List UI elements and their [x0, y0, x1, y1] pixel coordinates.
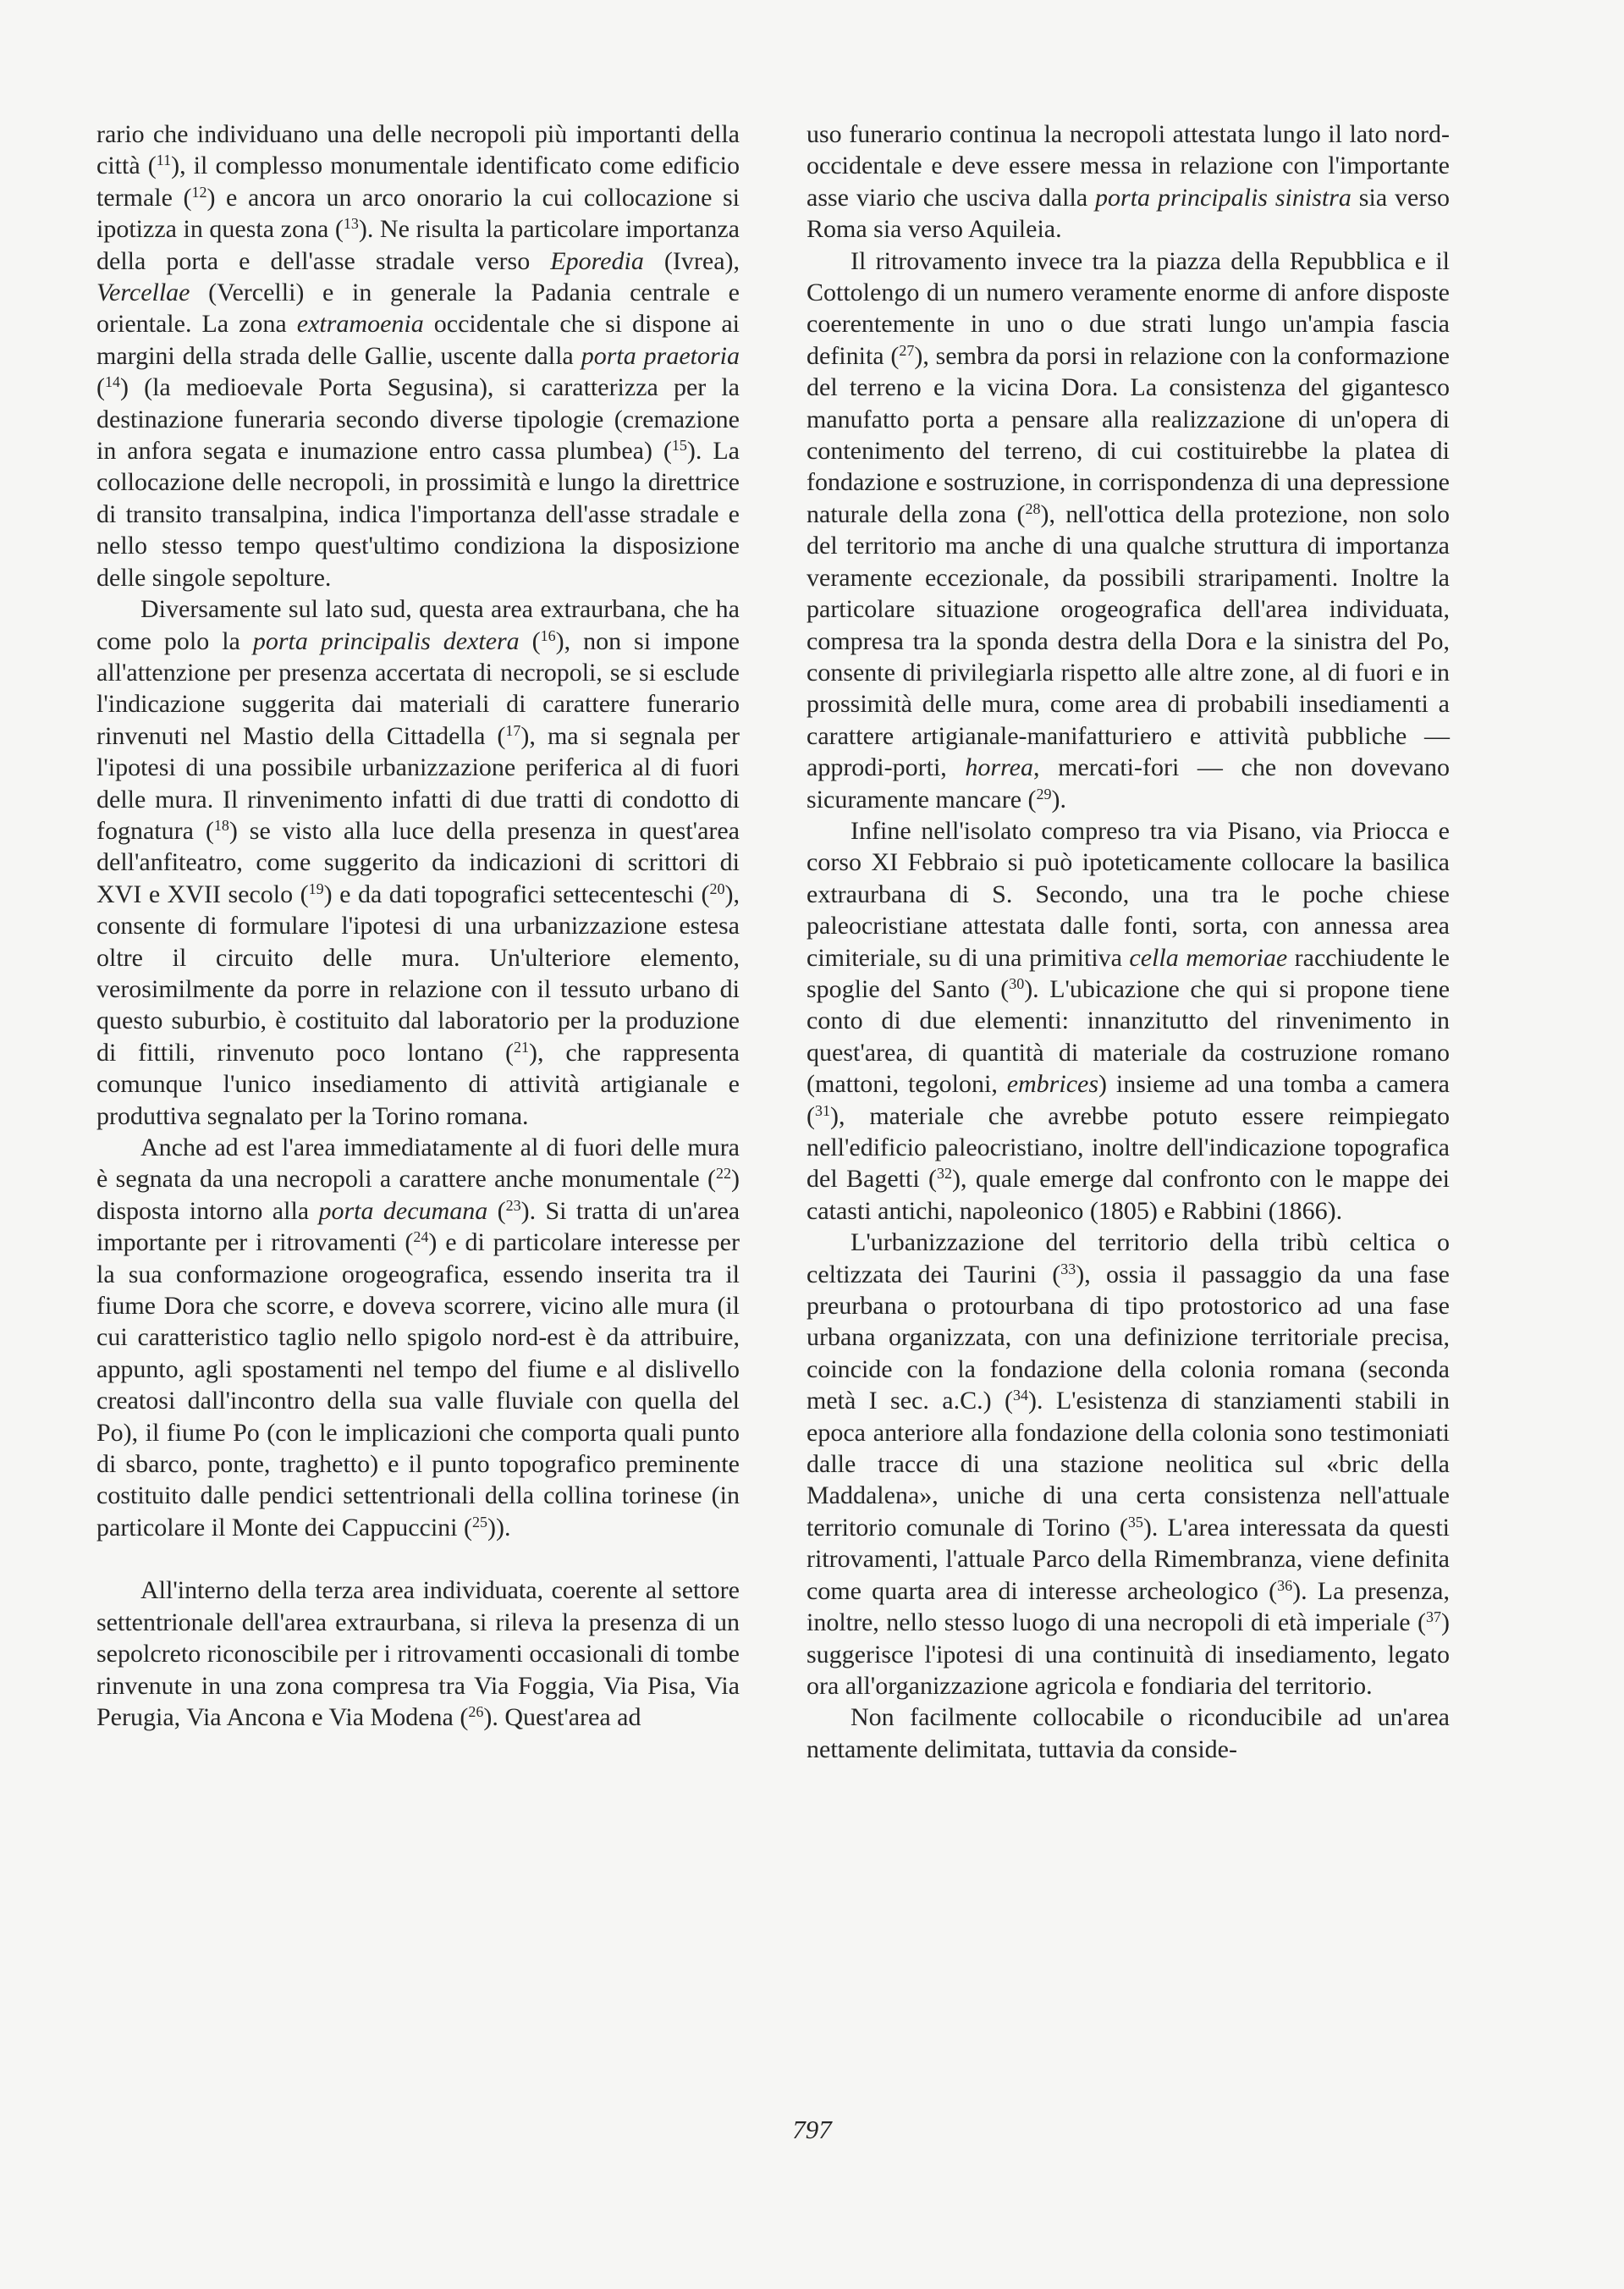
footnote-ref: 27 — [899, 341, 915, 359]
text-run: rario che individuano una delle necropoli più importanti della città ( — [96, 120, 740, 180]
text-run: Non facilmente collocabile o riconducibile ad un'area nettamente delimitata, tuttavia da conside- — [806, 1703, 1450, 1763]
text-run: uso funerario continua la necropoli attestata lungo il lato nord-occidentale e deve essere messa in relazione con l'importante asse viario che usciva dalla — [806, 120, 1450, 212]
italic-term: porta decumana — [318, 1196, 488, 1225]
left-column — [96, 119, 740, 1733]
text-run: ( — [96, 373, 105, 402]
right-column — [806, 119, 1450, 1765]
footnote-ref: 34 — [1012, 1387, 1028, 1404]
footnote-ref: 18 — [213, 817, 229, 835]
footnote-ref: 15 — [671, 437, 687, 455]
text-run: , mercati-fori — che non dovevano sicuramente mancare ( — [806, 753, 1450, 814]
text-run: ), non si impone all'attenzione per presenza accertata di necropoli, se si esclude l'indicazione suggerita dai materiali di carattere funerario rinvenuti nel Mastio della Cittadella ( — [96, 626, 740, 750]
footnote-ref: 29 — [1036, 785, 1052, 803]
paragraph — [96, 593, 740, 1132]
footnote-ref: 17 — [505, 721, 521, 739]
italic-term: embrices — [1006, 1070, 1098, 1099]
paragraph — [96, 1575, 740, 1733]
footnote-ref: 11 — [156, 152, 172, 169]
text-run: )). — [487, 1513, 511, 1542]
footnote-ref: 14 — [105, 373, 120, 391]
page-number: 797 — [792, 2115, 832, 2144]
text-run: ), che rappresenta comunque l'unico insediamento di attività artigianale e produttiva segnalato per la Torino romana. — [96, 1038, 740, 1130]
text-run: ( — [519, 626, 541, 655]
text-run: All'interno della terza area individuata, coerente al settore settentrionale dell'area extraurbana, si rileva la presenza di un sepolcreto riconoscibile per i ritrovamenti occasionali di tombe rinvenute in una zona compresa tra Via Foggia, Via Pisa, Via Perugia, Via Ancona e Via Modena ( — [96, 1576, 740, 1731]
footnote-ref: 37 — [1426, 1608, 1441, 1626]
text-run: ). La presenza, inoltre, nello stesso luogo di una necropoli di età imperiale ( — [806, 1576, 1450, 1637]
footnote-ref: 30 — [1009, 975, 1025, 993]
text-run: ), quale emerge dal confronto con le mappe dei catasti antichi, napoleonico (1805) e Rabbini (1866). — [806, 1165, 1450, 1225]
text-run: ). Quest'area ad — [483, 1702, 641, 1731]
paragraph — [806, 119, 1450, 245]
footnote-ref: 32 — [937, 1165, 953, 1183]
footnote-ref: 35 — [1127, 1513, 1143, 1531]
paragraph — [96, 119, 740, 593]
text-run: occidentale che si dispone ai margini della strada delle Gallie, uscente dalla — [96, 310, 740, 370]
footnote-ref: 31 — [815, 1101, 830, 1119]
italic-term: porta principalis sinistra — [1095, 183, 1351, 212]
italic-term: extramoenia — [296, 310, 424, 339]
text-run: ). La collocazione delle necropoli, in prossimità e lungo la direttrice di transito transalpina, indica l'importanza dell'asse stradale e nello stesso tempo quest'ultimo condiziona la disposizione delle singole sepolture. — [96, 437, 740, 592]
text-run: ). Ne risulta la particolare importanza della porta e dell'asse stradale verso — [96, 215, 740, 275]
footnote-ref: 12 — [191, 183, 207, 201]
text-run: ), ma si segnala per l'ipotesi di una possibile urbanizzazione periferica al di fuori delle mura. Il rinvenimento infatti di due tratti di condotto di fognatura ( — [96, 721, 740, 845]
text-run: ), ossia il passaggio da una fase preurbana o protourbana di tipo protostorico ad una fase urbana organizzata, con una definizione territoriale precisa, coincide con la fondazione della colonia romana (seconda metà I sec. a.C.) ( — [806, 1260, 1451, 1415]
text-run: ), sembra da porsi in relazione con la conformazione del terreno e la vicina Dora. La consistenza del gigantesco manufatto porta a pensare alla realizzazione di un'opera di contenimento del terreno, di cui costituirebbe la platea di fondazione e sostruzione, in corrispondenza di una depressione naturale della zona ( — [806, 341, 1450, 528]
text-run: ). Si tratta di un'area importante per i ritrovamenti ( — [96, 1196, 740, 1257]
text-run: ). L'ubicazione che qui si propone tiene conto di due elementi: innanzitutto del rinvenimento in quest'area, di quantità di materiale da costruzione romano (mattoni, tegoloni, — [806, 974, 1451, 1099]
footnote-ref: 13 — [343, 215, 359, 233]
paragraph — [96, 1132, 740, 1543]
text-run: ) suggerisce l'ipotesi di una continuità di insediamento, legato ora all'organizzazione agricola e fondiaria del territorio. — [806, 1608, 1450, 1700]
text-run: ). L'esistenza di stanziamenti stabili in epoca anteriore alla fondazione della colonia sono testimoniati dalle tracce di una stazione neolitica sul «bric della Maddalena», uniche di una certa consistenza nell'attuale territorio comunale di Torino ( — [806, 1387, 1450, 1542]
text-run: ( — [487, 1196, 506, 1225]
text-run: sia verso Roma sia verso Aquileia. — [806, 183, 1451, 244]
text-run: ), il complesso monumentale identificato come edificio termale ( — [96, 152, 740, 212]
text-run: Il ritrovamento invece tra la piazza della Repubblica e il Cottolengo di un numero veramente enorme di anfore disposte coerentemente in uno o due strati lungo un'ampia fascia definita ( — [806, 246, 1450, 370]
footnote-ref: 21 — [514, 1038, 530, 1056]
footnote-ref: 24 — [413, 1228, 429, 1246]
italic-term: horrea — [965, 753, 1033, 782]
footnote-ref: 23 — [505, 1196, 521, 1214]
italic-term: cella memoriae — [1129, 943, 1288, 972]
text-run: Diversamente sul lato sud, questa area extraurbana, che ha come polo la — [96, 595, 740, 655]
footnote-ref: 26 — [468, 1703, 484, 1721]
text-run: ) insieme ad una tomba a camera ( — [806, 1070, 1450, 1130]
footnote-ref: 22 — [716, 1165, 731, 1183]
text-run: ) e da dati topografici settecenteschi ( — [323, 880, 710, 908]
text-run: ) e ancora un arco onorario la cui collocazione si ipotizza in questa zona ( — [96, 183, 740, 244]
footnote-ref: 19 — [308, 880, 324, 897]
italic-term: porta praetoria — [581, 341, 740, 370]
italic-term: Vercellae — [96, 279, 190, 307]
text-run: ) disposta intorno alla — [96, 1165, 740, 1225]
paragraph — [806, 1227, 1450, 1702]
footnote-ref: 33 — [1060, 1260, 1076, 1277]
text-run: L'urbanizzazione del territorio della tribù celtica o celtizzata dei Taurini ( — [806, 1228, 1450, 1288]
paragraph — [806, 245, 1450, 815]
text-run: ) se visto alla luce della presenza in quest'area dell'anfiteatro, come suggerito da indicazioni di scrittori di XVI e XVII secolo ( — [96, 816, 740, 908]
text-run: (Ivrea), — [643, 246, 740, 275]
text-run: ). — [1051, 785, 1067, 814]
footnote-ref: 36 — [1277, 1576, 1293, 1594]
text-run: ), consente di formulare l'ipotesi di una urbanizzazione estesa oltre il circuito delle mura. Un'ulteriore elemento, verosimilmente da porre in relazione con il tessuto urbano di questo suburbio, è costituito dal laboratorio per la produzione di fittili, rinvenuto poco lontano ( — [96, 880, 740, 1067]
paragraph — [806, 1702, 1450, 1765]
text-run: Infine nell'isolato compreso tra via Pisano, via Priocca e corso XI Febbraio si può ipoteticamente collocare la basilica extraurbana di S. Secondo, una tra le poche chiese paleocristiane attestata dalle fonti, sorta, con annessa area cimiteriale, su di una primitiva — [806, 816, 1450, 972]
text-run: racchiudente le spoglie del Santo ( — [806, 943, 1450, 1003]
text-run: ), materiale che avrebbe potuto essere reimpiegato nell'edificio paleocristiano, inoltre dell'indicazione topografica del Bagetti ( — [806, 1101, 1450, 1194]
text-run: ) (la medioevale Porta Segusina), si caratterizza per la destinazione funeraria secondo diverse tipologie (cremazione in anfora segata e inumazione entro cassa plumbea) ( — [96, 373, 740, 466]
footnote-ref: 20 — [709, 880, 725, 897]
text-run: ), nell'ottica della protezione, non solo del territorio ma anche di una qualche struttura di importanza veramente eccezionale, da possibili straripamenti. Inoltre la particolare situazione orogeografica dell'area individuata, compresa tra la sponda destra della Dora e la sinistra del Po, consente di privilegiarla rispetto alle altre zone, al di fuori e in prossimità delle mura, come area di probabili insediamenti a carattere artigianale-manifatturiero e attività pubbliche — approdi-porti, — [806, 499, 1450, 782]
footnote-ref: 25 — [472, 1513, 488, 1531]
text-run: Anche ad est l'area immediatamente al di fuori delle mura è segnata da una necropoli a carattere anche monumentale ( — [96, 1133, 740, 1194]
footnote-ref: 28 — [1025, 499, 1041, 517]
paragraph — [806, 815, 1450, 1227]
text-run: (Vercelli) e in generale la Padania centrale e orientale. La zona — [96, 279, 740, 339]
text-run: ). L'area interessata da questi ritrovamenti, l'attuale Parco della Rimembranza, viene definita come quarta area di interesse archeologico ( — [806, 1513, 1450, 1605]
italic-term: Eporedia — [550, 246, 644, 275]
footnote-ref: 16 — [540, 626, 556, 644]
text-run: ) e di particolare interesse per la sua conformazione orogeografica, essendo inserita tra il fiume Dora che scorre, e doveva scorrere, vicino alle mura (il cui caratteristico taglio nello spigolo nord-est è da attribuire, appunto, agli spostamenti nel tempo del fiume e al dislivello creatosi dall'incontro della sua valle fluviale con quella del Po), il fiume Po (con le implicazioni che comporta quali punto di sbarco, ponte, traghetto) e il punto topografico preminente costituito dalle pendici settentrionali della collina torinese (in particolare il Monte dei Cappuccini ( — [96, 1228, 740, 1542]
italic-term: porta principalis dextera — [252, 626, 520, 655]
